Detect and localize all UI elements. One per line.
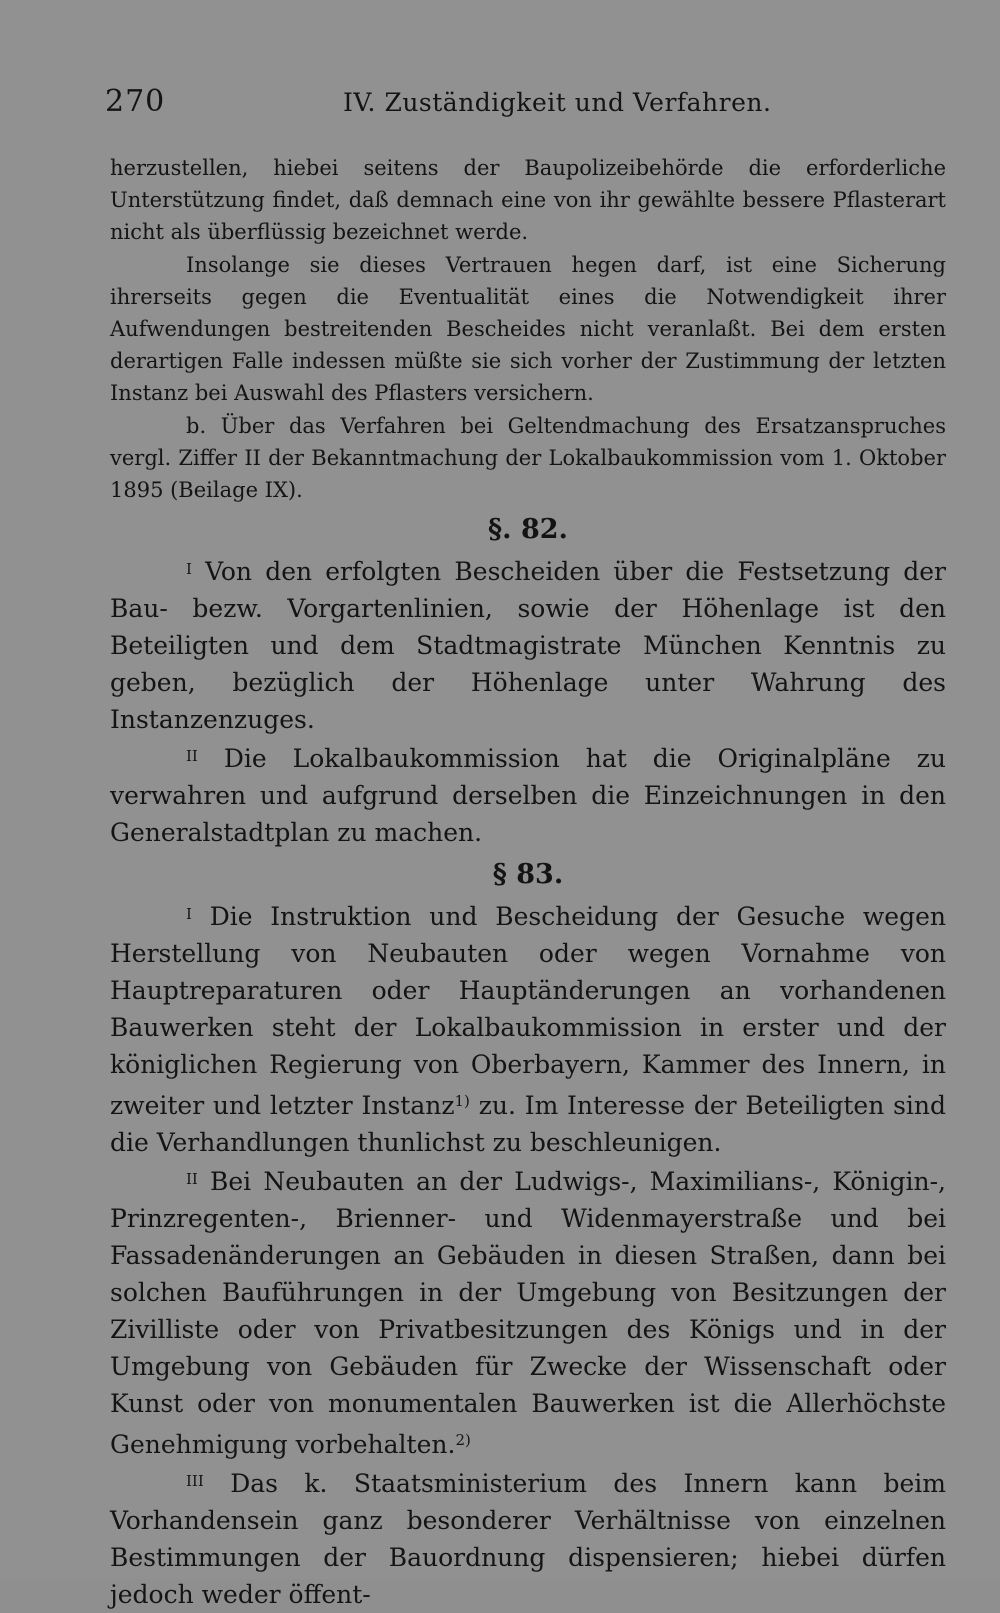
section-paragraph xyxy=(110,551,946,738)
paragraph-text: Das k. Staatsministerium des Innern kann beim Vorhandensein ganz besonderer Verhältnisse von einzelnen Bestimmungen der Bauordnung dispensieren; hiebei dürfen jedoch weder öffent- xyxy=(110,1469,946,1610)
page-number: 270 xyxy=(105,84,166,119)
running-head: IV. Zuständigkeit und Verfahren. xyxy=(343,88,772,117)
section-heading: § 83. xyxy=(492,859,564,891)
section-paragraph xyxy=(110,1463,946,1613)
paragraph-number: II xyxy=(186,747,198,766)
page-body xyxy=(110,152,946,1613)
section-heading: §. 82. xyxy=(488,514,568,546)
section-83 xyxy=(110,859,946,1613)
continued-note-block xyxy=(110,152,946,506)
footnote-reference: 2) xyxy=(455,1431,471,1450)
section-paragraph xyxy=(110,896,946,1161)
note-paragraph: b. Über das Verfahren bei Geltendmachung des Ersatzanspruches vergl. Ziffer II der Bekanntmachung der Lokalbaukommission vom 1. Oktober 1895 (Beilage IX). xyxy=(110,413,946,503)
paragraph-text: Die Lokalbaukommission hat die Originalpläne zu verwahren und aufgrund derselben die Einzeichnungen in den Generalstadtplan zu machen. xyxy=(110,744,946,848)
paragraph-number: I xyxy=(186,560,192,579)
paragraph-number: II xyxy=(186,1170,198,1189)
paragraph-text: zu. Im Interesse der Beteiligten sind die Verhandlungen thunlichst zu beschleunigen. xyxy=(110,1091,947,1158)
section-82 xyxy=(110,514,946,851)
footnote-reference: 1) xyxy=(454,1092,470,1111)
paragraph-number: I xyxy=(186,905,192,924)
section-paragraph xyxy=(110,1161,946,1463)
section-paragraph xyxy=(110,738,946,851)
paragraph-text: Die Instruktion und Bescheidung der Gesuche wegen Herstellung von Neubauten oder wegen Vornahme von Hauptreparaturen oder Hauptänderungen an vorhandenen Bauwerken steht der Lokalbaukommission in erster und der königlichen Regierung von Oberbayern, Kammer des Innern, in zweiter und letzter Instanz xyxy=(110,902,946,1121)
note-paragraph: Insolange sie dieses Vertrauen hegen darf, ist eine Sicherung ihrerseits gegen die Eventualität eines die Notwendigkeit ihrer Aufwendungen bestreitenden Bescheides nicht veranlaßt. Bei dem ersten derartigen Falle indessen müßte sie sich vorher der Zustimmung der letzten Instanz bei Auswahl des Pflasters versichern. xyxy=(110,252,946,406)
paragraph-text: Bei Neubauten an der Ludwigs-, Maximilians-, Königin-, Prinzregenten-, Brienner- und Widenmayerstraße und bei Fassadenänderungen an Gebäuden in diesen Straßen, dann bei solchen Bauführungen in der Umgebung von Besitzungen der Zivilliste oder von Privatbesitzungen des Königs und in der Umgebung von Gebäuden für Zwecke der Wissenschaft oder Kunst oder von monumentalen Bauwerken ist die Allerhöchste Genehmigung vorbehalten. xyxy=(110,1167,946,1460)
paragraph-number: III xyxy=(186,1472,204,1491)
page-header xyxy=(105,84,940,128)
paragraph-text: Von den erfolgten Bescheiden über die Festsetzung der Bau- bezw. Vorgartenlinien, sowie der Höhenlage ist den Beteiligten und dem Stadtmagistrate München Kenntnis zu geben, bezüglich der Höhenlage unter Wahrung des Instanzenzuges. xyxy=(110,557,946,735)
note-paragraph: herzustellen, hiebei seitens der Baupolizeibehörde die erforderliche Unterstützung findet, daß demnach eine von ihr gewählte bessere Pflasterart nicht als überflüssig bezeichnet werde. xyxy=(110,156,946,245)
